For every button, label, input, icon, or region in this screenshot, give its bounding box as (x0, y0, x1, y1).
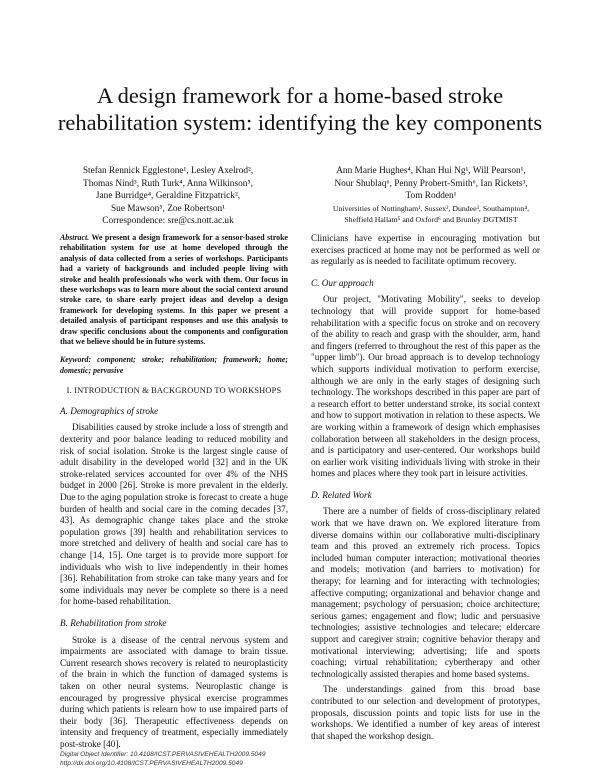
body-paragraph: Our project, "Motivating Mobility", seeks to develop technology that will provide support for home-based rehabilitation with a specific focus on stroke and on recovery of the ability to reach and grasp with the shoulder, arm, hand and fingers (referred to throughout the rest of this paper as the "upper limb"). Our broad approach is to develop technology which supports individual motivation to perform exercise, although we are only in the early stages of designing such technology. The workshops described in this paper are part of a research effort to better understand stroke, its social context and how to support motivation in relation to these aspects. We are working within a framework of design which emphasises collaboration between all stakeholders in the design process, and is participatory and user-centered. Our workshops build on earlier work visiting individuals living with stroke in their homes and places where they took part in leisure activities. (311, 294, 540, 479)
right-column (311, 233, 540, 746)
body-paragraph: The understandings gained from this broad base contributed to our selection and development of prototypes, proposals, discussion points and topic lists for use in the workshops. We identified a number of key areas of interest that shaped the workshop design. (311, 684, 540, 741)
body-paragraph: There are a number of fields of cross-disciplinary related work that we have drawn on. We explored literature from diverse domains within our collaborative multi-disciplinary team and this proved an extremely rich process. Topics included human computer interaction; motivational theories and models; motivation (and barriers to motivation) for therapy; for learning and for interacting with technologies; affective computing; organizational and behavior change and management; psychology of persuasion; choice architecture; serious games; engagement and flow; ludic and persuasive technologies; assistive technologies and telecare; eldercare support and caregiver strain; cognitive behavior therapy and motivational interviewing; advertising; life and sports coaching; virtual rehabilitation; cybertherapy and other technologically assisted therapies and home based systems. (311, 506, 540, 679)
body-paragraph: Clinicians have expertise in encouraging motivation but exercises practiced at home may not be performed as well or as regularly as is needed to facilitate optimum recovery. (311, 233, 540, 267)
section-heading: I. INTRODUCTION & BACKGROUND TO WORKSHOPS (66, 386, 282, 396)
doi-footer (60, 750, 266, 768)
abstract-text: We present a design framework for a sensor-based stroke rehabilitation system for use at home developed through the analysis of data collected from a series of workshops. Participants had a variety of backgrounds and included people living with stroke and health professionals who work with them. Our focus in these workshops was to learn more about the social context around stroke care, to share early project ideas and develop a design framework for developing systems. In this paper we present a detailed analysis of participant responses and use this analysis to draw specific conclusions about the components and configuration that we believe should be in future systems. (60, 233, 288, 347)
body-paragraph: Disabilities caused by stroke include a loss of strength and dexterity and poor balance leading to reduced mobility and risk of social isolation. Stroke is the largest single cause of adult disability in the developed world [32] and in the UK stroke-related services accounted for over 4% of the NHS budget in 2000 [26]. Stroke is more prevalent in the elderly. Due to the aging population stroke is forecast to create a huge burden of health and social care in the coming decades [37, 43]. As demographic change takes place and the stroke population grows [39] health and rehabilitation services to more stretched and delivery of health and social care has to change [14, 15]. One target is to provide more support for individuals who wish to live independently in their homes [36]. Rehabilitation from stroke can take many years and for some individuals may never be complete so there is a need for home-based rehabilitation. (60, 422, 288, 607)
keywords: Keyword: component; stroke; rehabilitation; framework; home; domestic; pervasive (60, 355, 288, 375)
subsection-heading: A. Demographics of stroke (60, 405, 159, 416)
subsection-heading: C. Our approach (311, 277, 374, 288)
abstract-label: Abstract. (60, 233, 90, 242)
author-line: Sue Mawson⁵, Zoe Robertson¹ (111, 203, 225, 214)
doi-line: Digital Object Identifier: 10.4108/ICST.PERVASIVEHEALTH2009.5049 (60, 751, 266, 758)
affiliation-line: Universities of Nottingham¹, Sussex², Dundee³, Southampton⁴, (332, 203, 530, 213)
subsection-heading: D. Related Work (311, 489, 372, 500)
paper-title: A design framework for a home-based stroke rehabilitation system: identifying the key components (57, 83, 543, 135)
author-line: Jane Burridge⁴, Geraldine Fitzpatrick², (95, 191, 241, 202)
subsection-heading: B. Rehabilitation from stroke (60, 617, 167, 628)
affiliation-line: Sheffield Hallam⁵ and Oxford⁶ and Brunley DGTMIST (344, 214, 518, 224)
author-block-right (308, 165, 554, 225)
left-column (60, 233, 288, 755)
doi-link[interactable]: http://dx.doi.org/10.4108/ICST.PERVASIVEHEALTH2009.5049 (60, 760, 243, 767)
author-block-left (58, 165, 278, 228)
author-line: Nour Shublaq⁶, Penny Probert-Smith⁶, Ian Rickets³, (334, 178, 528, 189)
author-line: Ann Marie Hughes⁴, Khan Hui Ng¹, Will Pearson¹, (336, 166, 526, 176)
body-paragraph: Stroke is a disease of the central nervous system and impairments are associated with damage to brain tissue. Current research shows recovery is related to neuroplasticity of the brain in which the function of damaged systems is taken on other neural systems. Neuroplastic change is encouraged by progressive physical exercise programmes during which patients is relearn how to use impaired parts of their body [36]. Therapeutic effectiveness depends on intensity and frequency of treatment, especially immediately post-stroke [40]. (60, 634, 288, 749)
abstract (60, 233, 288, 347)
author-line: Thomas Nind³, Ruth Turk⁴, Anna Wilkinson⁵, (83, 178, 253, 189)
author-line: Tom Rodden¹ (405, 191, 457, 202)
correspondence-email: Correspondence: sre@cs.nott.ac.uk (102, 216, 234, 227)
author-line: Stefan Rennick Egglestone¹, Lesley Axelrod², (82, 166, 254, 176)
